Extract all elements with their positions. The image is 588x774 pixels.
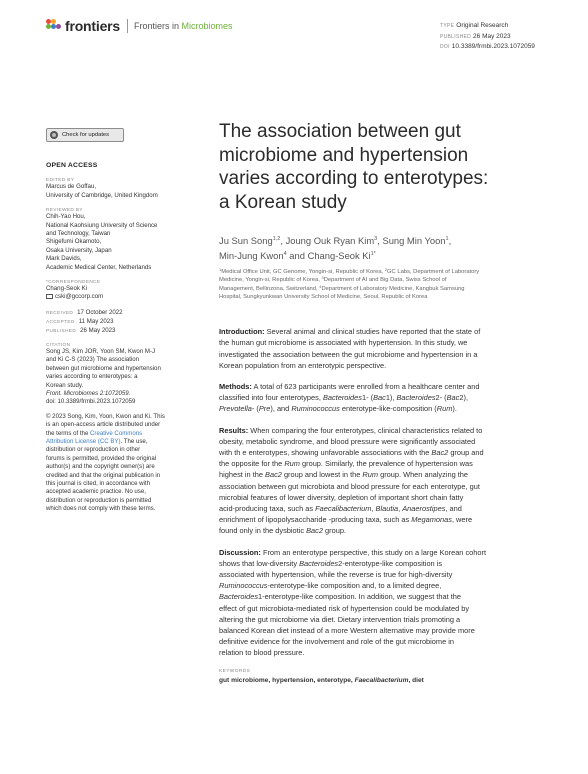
logo-divider	[127, 19, 128, 33]
edited-by-section: EDITED BY Marcus de Goffau, University of Cambridge, United Kingdom	[46, 177, 158, 199]
dates-section: RECEIVED 17 October 2022 ACCEPTED 11 May 2023 PUBLISHED 26 May 2023	[46, 308, 123, 334]
journal-name: Frontiers in Microbiomes	[134, 21, 233, 31]
author: Min-Jung Kwon	[219, 250, 284, 261]
frontiers-logo-icon	[46, 19, 62, 33]
cc-license-link[interactable]: Creative Commons	[90, 429, 143, 437]
check-for-updates-button[interactable]: Check for updates	[46, 128, 124, 142]
sidebar	[46, 128, 186, 514]
article-main	[219, 120, 544, 684]
affiliations: $^1$Medical Office Unit, GC Genome, Yongin-si, Republic of Korea, $^2$GC Labs, Department of Laboratory Medicine, Yongin-si, Republic of Korea, $^3$Department of AI and Big Data, Swiss School of Management, Bellinzona, Switzerland, $^4$Department of Laboratory Medicine, Kangbuk Samsung Hospital, Sungkyunkwan University School of Medicine, Seoul, Republic of Korea	[219, 267, 480, 300]
abstract-methods: Methods: A total of 623 participants were enrolled from a healthcare center and classified into four enterotypes, Bacteroides1- (Bac1), Bacteroides2- (Bac2), Prevotella- (Pre), and Ruminococcus enterotype-like-composition (Rum).	[219, 382, 480, 414]
logo-text: frontiers	[65, 18, 120, 34]
open-access-label: OPEN ACCESS	[46, 162, 98, 169]
reviewed-by-section: REVIEWED BY Chih-Yao Hou, National Kaohsiung University of Science and Technology, Taiwan Shigefumi Okamoto, Osaka University, Japan Mark Davids, Academic Medical Center, Netherlands	[46, 207, 158, 271]
correspondence-section: *CORRESPONDENCE Chang-Seok Ki cski@gccorp.com	[46, 278, 186, 302]
author: Ju Sun Song	[219, 235, 273, 246]
correspondence-email[interactable]: cski@gccorp.com	[46, 293, 186, 301]
article-meta: TYPE Original Research PUBLISHED 26 May 2023 DOI 10.3389/frmbi.2023.1072059	[440, 22, 535, 50]
crossmark-icon	[50, 131, 58, 139]
author: Joung Ouk Ryan Kim	[285, 235, 375, 246]
mail-icon	[46, 294, 53, 299]
article-type: Original Research	[456, 22, 509, 29]
copyright-section: © 2023 Song, Kim, Yoon, Kwon and Ki. This is an open-access article distributed under the terms of the Creative Commons Attribution License (CC BY). The use, distribution or reproduction in other forums is permitted, provided the original author(s) and the copyright owner(s) are credited and that the original publication in this journal is cited, in accordance with accepted academic practice. No use, distribution or reproduction is permitted which does not comply with these terms.	[46, 412, 165, 513]
abstract	[219, 326, 544, 658]
author: Chang-Seok Ki	[307, 250, 371, 261]
journal-logo[interactable]	[46, 18, 233, 34]
author: Sung Min Yoon	[382, 235, 446, 246]
keywords-label: KEYWORDS	[219, 668, 251, 674]
page-header	[46, 18, 546, 58]
cc-license-link-cont[interactable]: Attribution License (CC BY)	[46, 437, 121, 445]
doi-link[interactable]: 10.3389/frmbi.2023.1072059	[451, 43, 535, 50]
author-list: Ju Sun Song$^{1,2}$, Joung Ouk Ryan Kim$^3$, Sung Min Yoon$^1$, Min-Jung Kwon$^4$ and Chang-Seok $Ki^{1*}$	[219, 235, 452, 261]
keywords: gut microbiome, hypertension, enterotype, Faecalibacterium, diet	[219, 676, 424, 684]
published-date: 26 May 2023	[473, 32, 511, 40]
corresponding-author: Chang-Seok Ki	[46, 285, 87, 293]
abstract-introduction: Introduction: Several animal and clinical studies have reported that the state of the human gut microbiome is associated with hypertension. In this study, we investigated the association between the gut microbiome and hypertension in a Korean population from an enterotypic perspective.	[219, 327, 481, 370]
abstract-results: Results: When comparing the four enterotypes, clinical characteristics related to obesity, metabolic syndrome, and blood pressure were significantly associated with th e enterotypes, showing unfavorable associations with the Bac2 group and the opposite for the Rum group. Similarly, the prevalence of hypertension was highest in the Bac2 group and lowest in the Rum group. When analyzing the association between gut microbiota and blood pressure for each enterotype, gut microbial features of lower diversity, depletion of important short chain fatty acid-producing taxa, such as Faecalibacterium, Blautia, Anaerostipes, and enrichment of lipopolysaccharide -producing taxa, such as Megamonas, were found only in the dysbiotic Bac2 group.	[219, 425, 484, 536]
article-title: The association between gut microbiome and hypertension varies according to enterotypes: a Korean study	[219, 121, 489, 213]
citation-section: CITATION Song JS, Kim JOR, Yoon SM, Kwon M-J and Ki C-S (2023) The association between gut microbiome and hypertension varies according to enterotypes: a Korean study. Front. Microbiomes 2:1072059. doi: 10.3389/frmbi.2023.1072059	[46, 341, 161, 406]
abstract-discussion: Discussion: From an enterotype perspective, this study on a large Korean cohort shows that low-diversity Bacteroides2-enterotype-like composition is associated with hypertension, while the reverse is true for high-diversity Ruminococcus-enterotype-like composition and, to a limited degree, Bacteroides1-enterotype-like composition. In addition, we suggest that the effect of gut microbiota-mediated risk of hypertension could be modulated by altering the gut microbiome via diet. Dietary intervention trials promoting a balanced Korean diet instead of a more Western alternative may provide more definitive evidence for the involvement and role of the gut microbiome in relation to blood pressure.	[219, 547, 487, 658]
